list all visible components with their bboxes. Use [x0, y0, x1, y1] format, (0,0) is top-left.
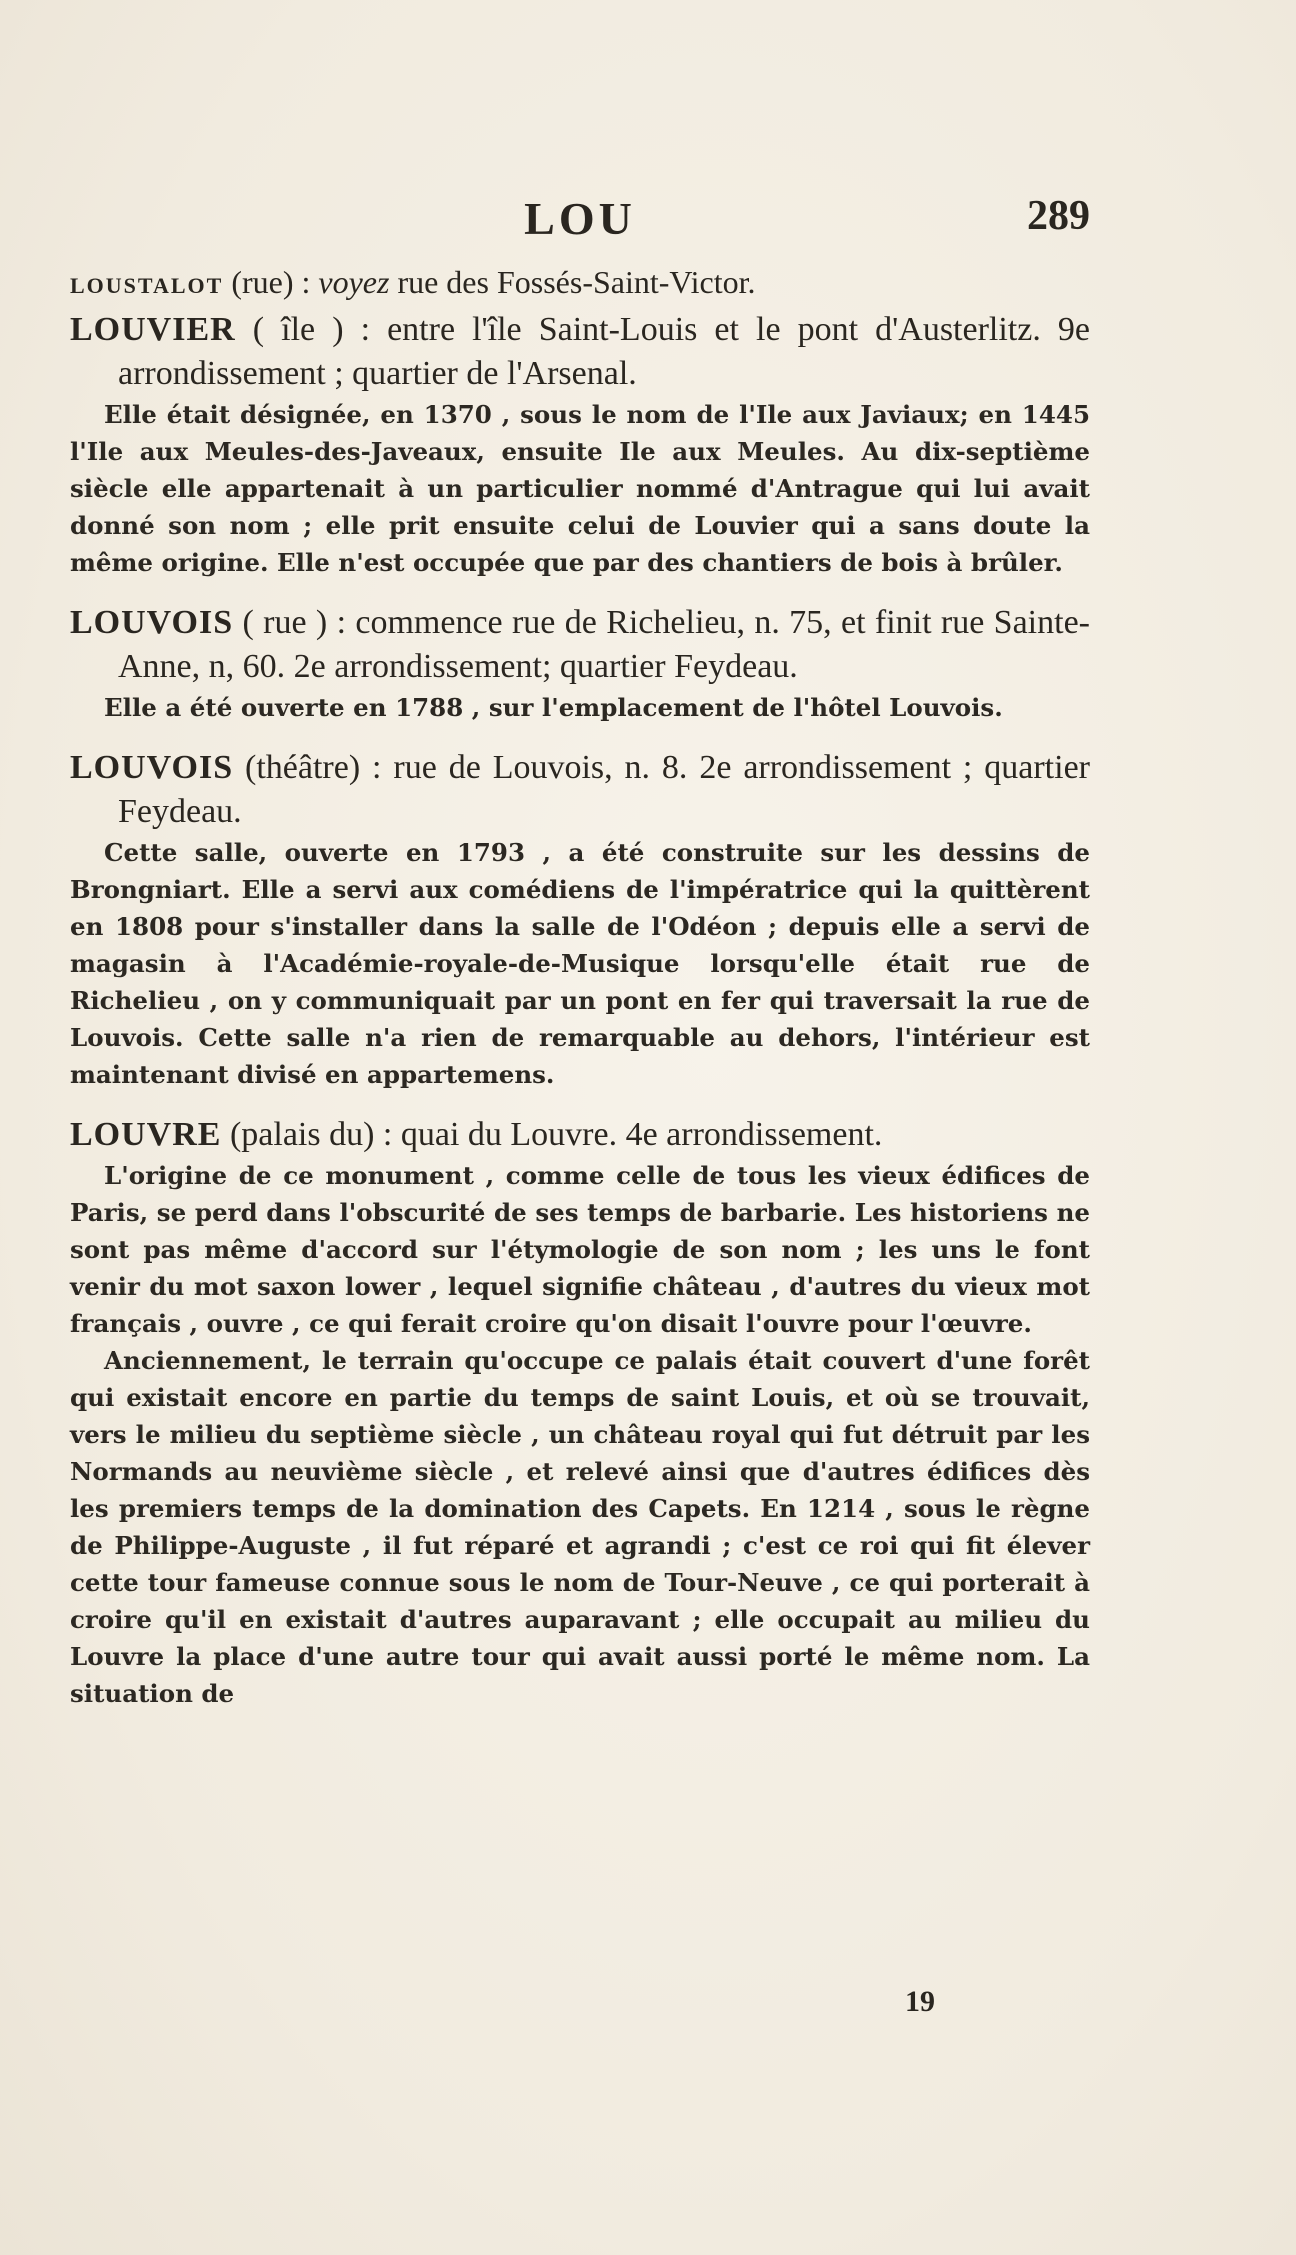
entry-head-text: (palais du) : quai du Louvre. 4e arrondissement. — [221, 1116, 883, 1153]
headword: LOUSTALOT — [70, 273, 224, 298]
signature-mark: 19 — [905, 1985, 935, 2018]
entry-loustalot — [70, 260, 1090, 308]
dictionary-entries — [70, 260, 1090, 1712]
page-number: 289 — [1027, 193, 1090, 239]
running-head — [70, 192, 1090, 252]
entry-head-text: ( rue ) : commence rue de Richelieu, n. 75, et finit rue Sainte-Anne, n, 60. 2e arrondissement; quartier Feydeau. — [118, 604, 1090, 685]
running-head-title: LOU — [524, 193, 636, 244]
entry-head-text: (rue) : — [223, 264, 319, 300]
headword: LOUVOIS — [70, 604, 234, 641]
entry-louvre — [70, 1113, 1090, 1157]
entry-louvois-theatre — [70, 746, 1090, 834]
entry-head-text: ( île ) : entre l'île Saint-Louis et le pont d'Austerlitz. 9e arrondissement ; quartier de l'Arsenal. — [118, 311, 1090, 392]
entry-body: Elle était désignée, en 1370 , sous le nom de l'Ile aux Javiaux; en 1445 l'Ile aux Meules-des-Javeaux, ensuite Ile aux Meules. Au dix-septième siècle elle appartenait à un particulier nommé d'Antrague qui lui avait donné son nom ; elle prit ensuite celui de Louvier qui a sans doute la même origine. Elle n'est occupée que par des chantiers de bois à brûler. — [70, 400, 1090, 577]
entry-body: Cette salle, ouverte en 1793 , a été construite sur les dessins de Brongniart. Elle a servi aux comédiens de l'impératrice qui la quittèrent en 1808 pour s'installer dans la salle de l'Odéon ; depuis elle a servi de magasin à l'Académie-royale-de-Musique lorsqu'elle était rue de Richelieu , on y communiquait par un pont en fer qui traversait la rue de Louvois. Cette salle n'a rien de remarquable au dehors, l'intérieur est maintenant divisé en appartemens. — [70, 838, 1090, 1089]
entry-louvois-rue — [70, 601, 1090, 689]
entry-head-text: rue des Fossés-Saint-Victor. — [389, 264, 756, 300]
headword: LOUVRE — [70, 1116, 222, 1153]
entry-head-text: (théâtre) : rue de Louvois, n. 8. 2e arrondissement ; quartier Feydeau. — [118, 749, 1090, 830]
entry-body: Elle a été ouverte en 1788 , sur l'emplacement de l'hôtel Louvois. — [104, 693, 1003, 722]
entry-body: Anciennement, le terrain qu'occupe ce palais était couvert d'une forêt qui existait encore en partie du temps de saint Louis, et où se trouvait, vers le milieu du septième siècle , un château royal qui fut détruit par les Normands au neuvième siècle , et relevé ainsi que d'autres édifices dès les premiers temps de la domination des Capets. En 1214 , sous le règne de Philippe-Auguste , il fut réparé et agrandi ; c'est ce roi qui fit élever cette tour fameuse connue sous le nom de Tour-Neuve , ce qui porterait à croire qu'il en existait d'autres auparavant ; elle occupait au milieu du Louvre la place d'une autre tour qui avait aussi porté le même nom. La situation de — [70, 1346, 1090, 1708]
entry-head-italic: voyez — [318, 264, 390, 300]
entry-louvier — [70, 308, 1090, 396]
entry-body: L'origine de ce monument , comme celle de tous les vieux édifices de Paris, se perd dans l'obscurité de ses temps de barbarie. Les historiens ne sont pas même d'accord sur l'étymologie de son nom ; les uns le font venir du mot saxon lower , lequel signifie château , d'autres du vieux mot français , ouvre , ce qui ferait croire qu'on disait l'ouvre pour l'œuvre. — [70, 1161, 1090, 1338]
headword: LOUVIER — [70, 311, 236, 348]
headword: LOUVOIS — [70, 749, 234, 786]
